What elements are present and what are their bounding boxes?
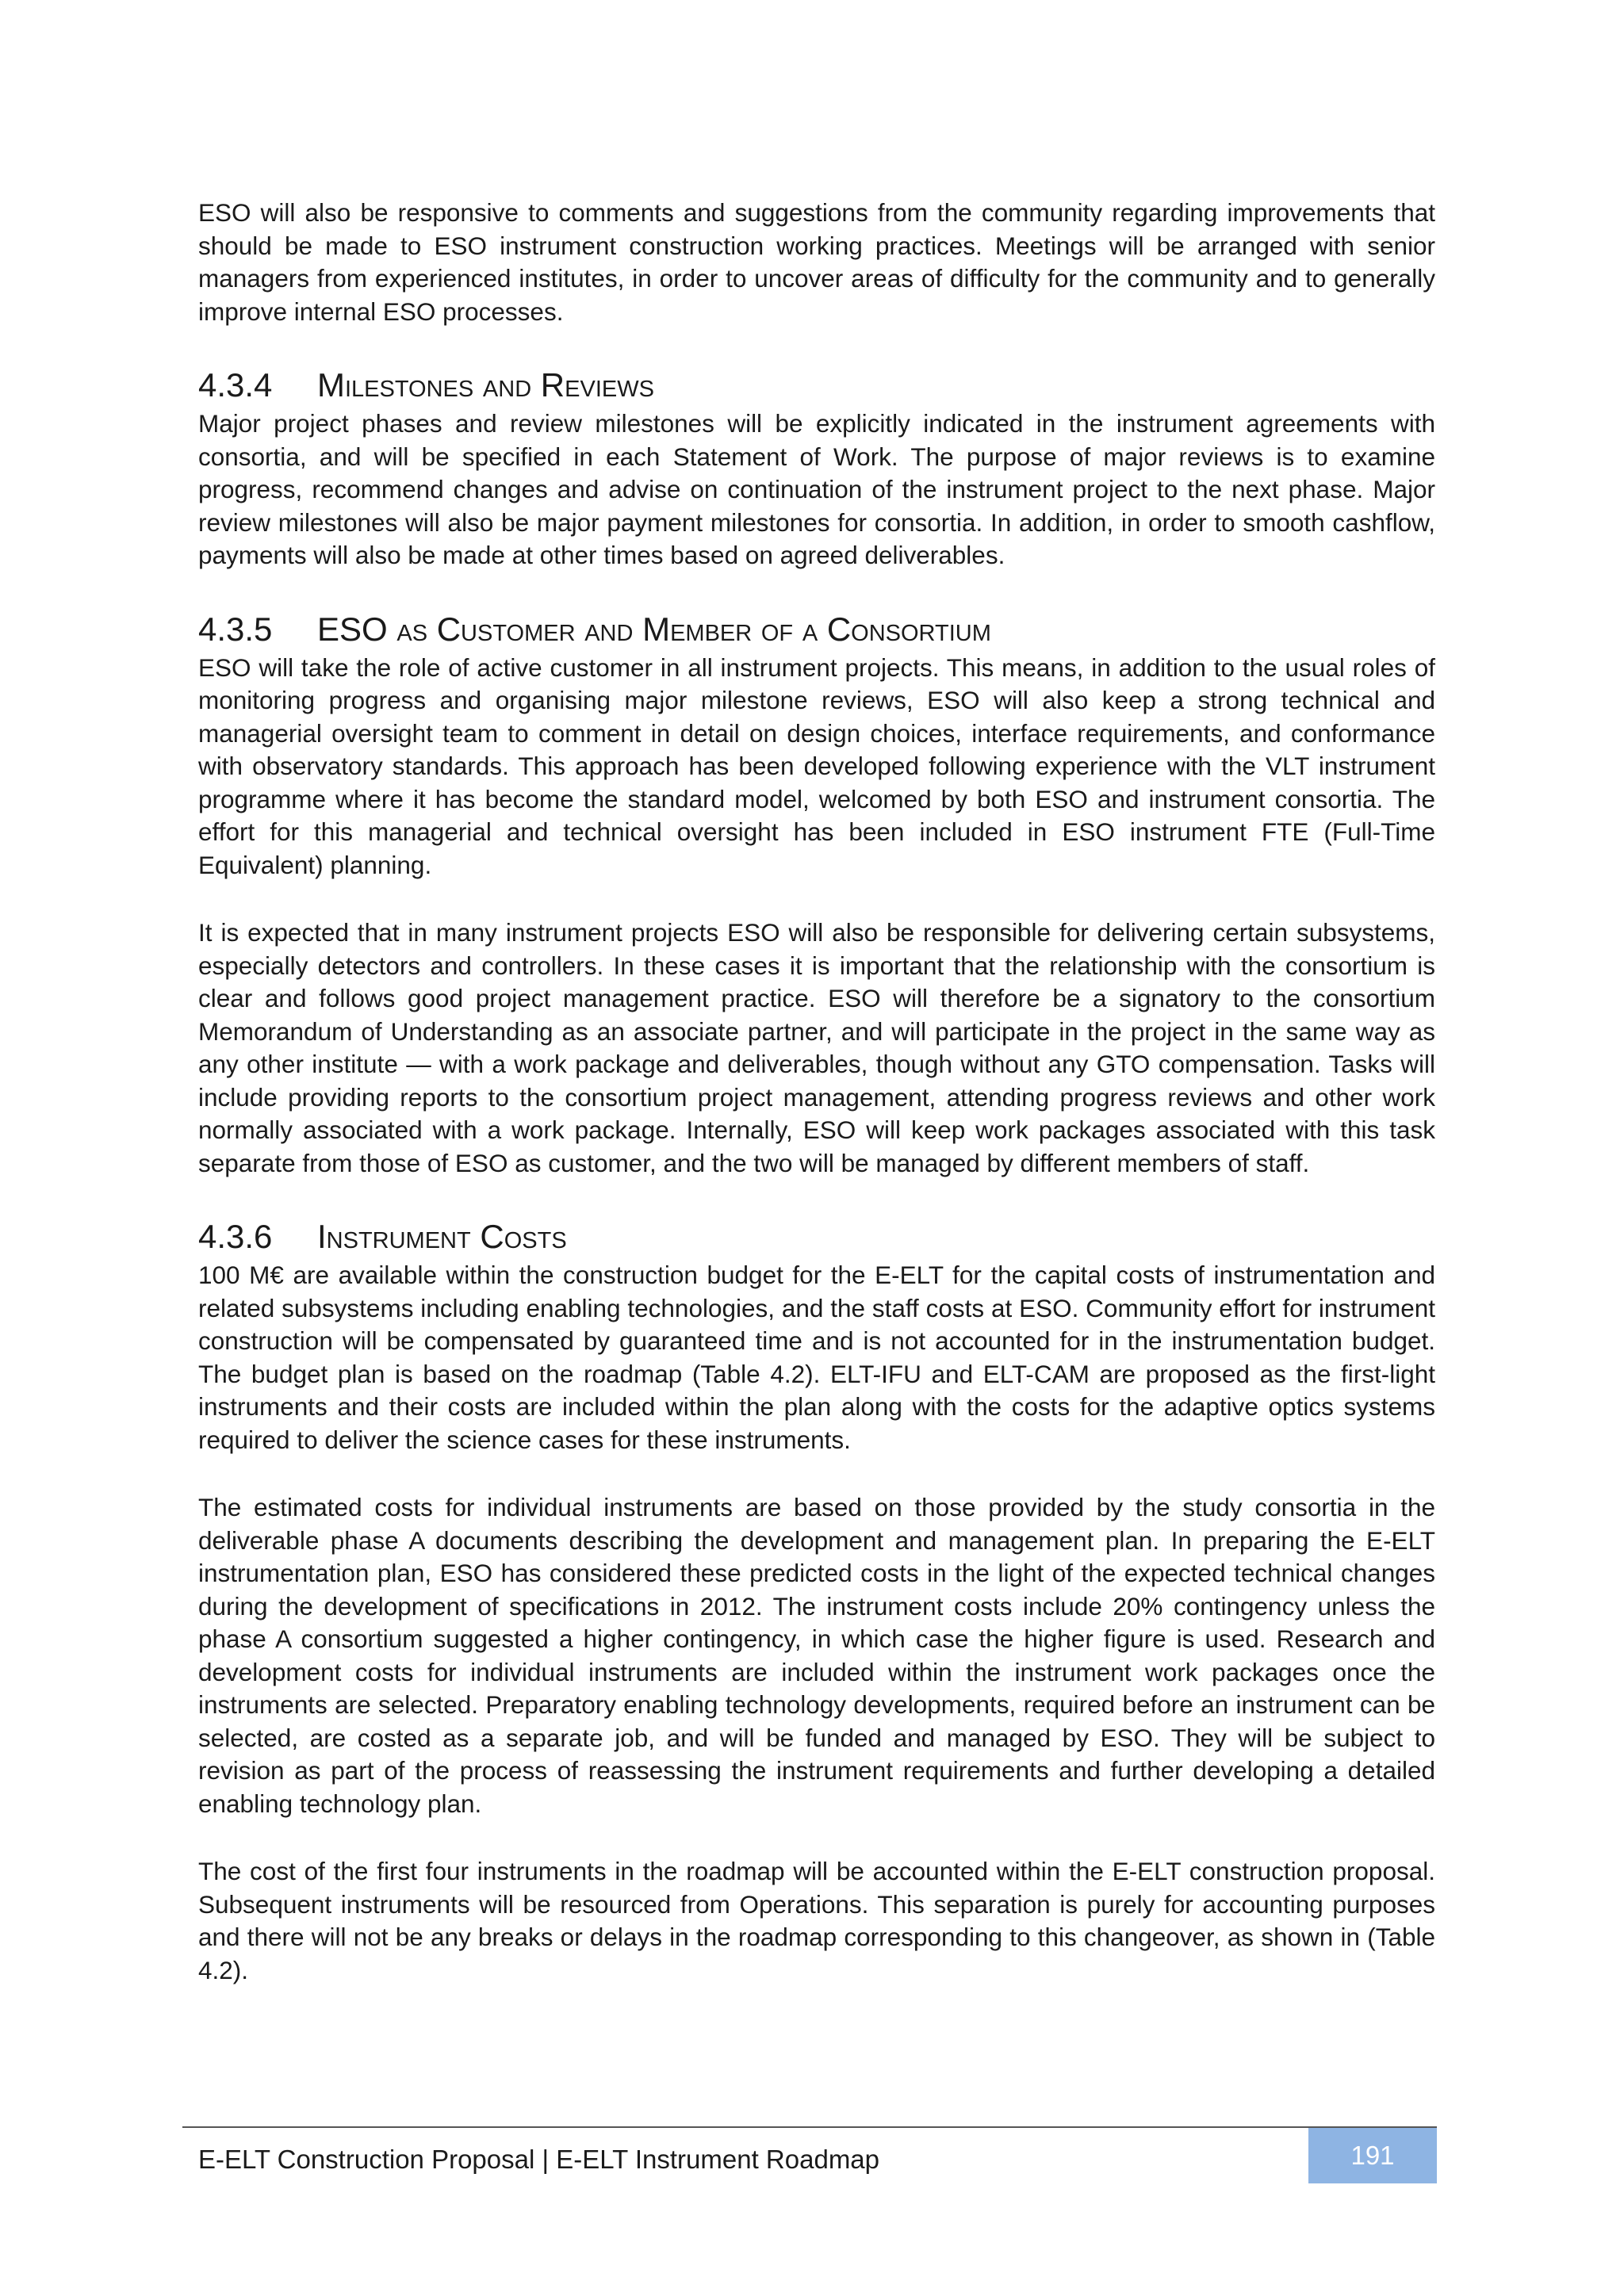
section-heading bbox=[198, 1215, 1435, 1259]
section-number: 4.3.4 bbox=[198, 366, 273, 404]
section-number: 4.3.6 bbox=[198, 1218, 273, 1255]
paragraph: The estimated costs for individual instruments are based on those provided by the study consortia in the deliverable phase A documents describing the development and management plan. In preparing the E-ELT instrumentation plan, ESO has considered these predicted costs in the light of the expected technical changes during the development of specifications in 2012. The instrument costs include 20% contingency unless the phase A consortium suggested a higher contingency, in which case the higher figure is used. Research and development costs for individual instruments are included within the instrument work packages once the instruments are selected. Preparatory enabling technology developments, required before an instrument can be selected, are costed as a separate job, and will be funded and managed by ESO. They will be subject to revision as part of the process of reassessing the instrument requirements and further developing a detailed enabling technology plan. bbox=[198, 1493, 1435, 1818]
page-number-badge: 191 bbox=[1308, 2128, 1437, 2183]
section-heading bbox=[198, 607, 1435, 652]
section-title: Instrument Costs bbox=[317, 1218, 567, 1255]
section-number: 4.3.5 bbox=[198, 610, 273, 648]
section-title: Milestones and Reviews bbox=[317, 366, 654, 404]
footer-title: E-ELT Construction Proposal | E-ELT Instrument Roadmap bbox=[198, 2145, 880, 2174]
paragraph: The cost of the first four instruments in the roadmap will be accounted within the E-ELT construction proposal. Subsequent instruments will be resourced from Operations. This separation is purely for accounting purposes and there will not be any breaks or delays in the roadmap corresponding to this changeover, as shown in (Table 4.2). bbox=[198, 1857, 1435, 1984]
page-content bbox=[198, 197, 1435, 2022]
intro-paragraph: ESO will also be responsive to comments and suggestions from the community regarding improvements that should be made to ESO instrument construction working practices. Meetings will be arranged with senior managers from experienced institutes, in order to uncover areas of difficulty for the community and to generally improve internal ESO processes. bbox=[198, 198, 1435, 326]
section-eso-customer-member bbox=[198, 607, 1435, 1181]
page-footer bbox=[182, 2126, 1437, 2183]
section-heading bbox=[198, 363, 1435, 408]
paragraph: It is expected that in many instrument projects ESO will also be responsible for delivering certain subsystems, especially detectors and controllers. In these cases it is important that the relationship with the consortium is clear and follows good project management practice. ESO will therefore be a signatory to the consortium Memorandum of Understanding as an associate partner, and will participate in the project in the same way as any other institute — with a work package and deliverables, though without any GTO compensation. Tasks will include providing reports to the consortium project management, attending progress reviews and other work normally associated with a work package. Internally, ESO will keep work packages associated with this task separate from those of ESO as customer, and the two will be managed by different members of staff. bbox=[198, 918, 1435, 1177]
section-milestones-reviews bbox=[198, 363, 1435, 572]
paragraph: ESO will take the role of active customer in all instrument projects. This means, in addition to the usual roles of monitoring progress and organising major milestone reviews, ESO will also keep a strong technical and managerial oversight team to comment in detail on design choices, interface requirements, and conformance with observatory standards. This approach has been developed following experience with the VLT instrument programme where it has become the standard model, welcomed by both ESO and instrument consortia. The effort for this managerial and technical oversight has been included in ESO instrument FTE (Full-Time Equivalent) planning. bbox=[198, 652, 1435, 879]
section-instrument-costs bbox=[198, 1215, 1435, 1987]
paragraph: Major project phases and review milestones will be explicitly indicated in the instrument agreements with consortia, and will be specified in each Statement of Work. The purpose of major reviews is to examine progress, recommend changes and advise on continuation of the instrument project to the next phase. Major review milestones will also be major payment milestones for consortia. In addition, in order to smooth cashflow, payments will also be made at other times based on agreed deliverables. bbox=[198, 409, 1435, 569]
paragraph: 100 M€ are available within the construction budget for the E-ELT for the capital costs of instrumentation and related subsystems including enabling technologies, and the staff costs at ESO. Community effort for instrument construction will be compensated by guaranteed time and is not accounted for in the instrumentation budget. The budget plan is based on the roadmap (Table 4.2). ELT-IFU and ELT-CAM are proposed as the first-light instruments and their costs are included within the plan along with the costs for the adaptive optics systems required to deliver the science cases for these instruments. bbox=[198, 1261, 1435, 1454]
section-title: ESO as Customer and Member of a Consortium bbox=[317, 610, 991, 648]
